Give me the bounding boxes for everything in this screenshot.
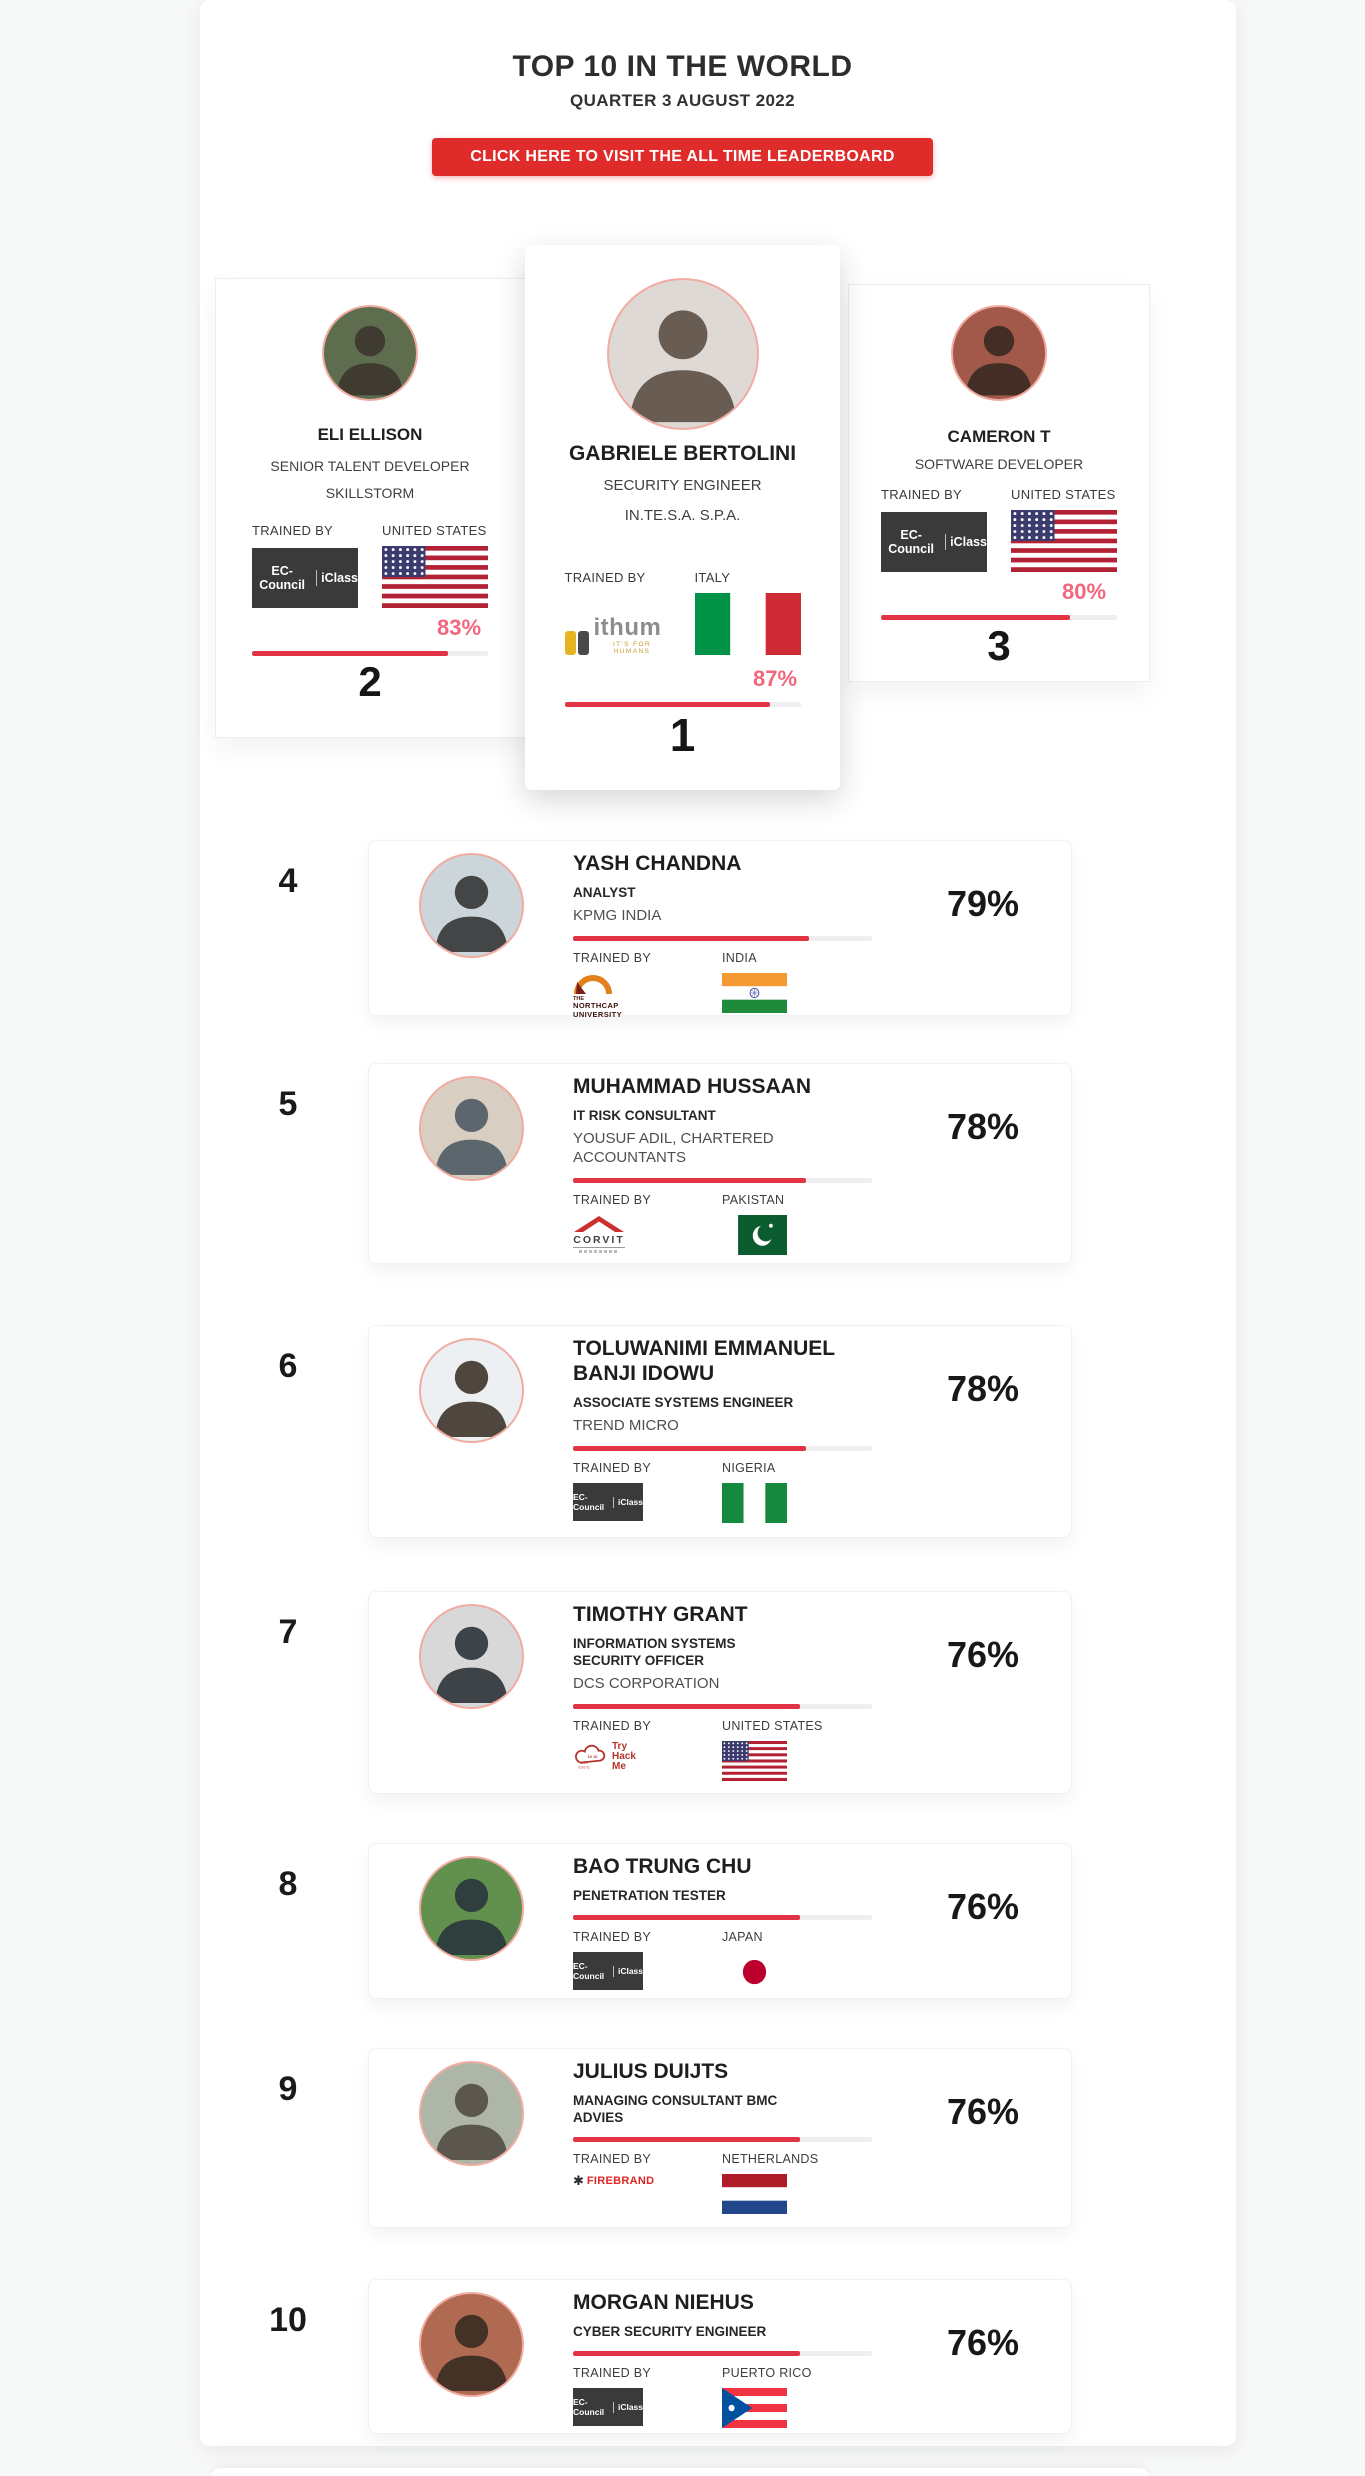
progress-bar: [881, 615, 1117, 620]
podium-card-rank-3[interactable]: [848, 284, 1150, 682]
leaderboard-row[interactable]: [368, 1591, 1072, 1794]
profile-photo: [607, 278, 759, 430]
trained-by-label: TRAINED BY: [573, 1930, 652, 1944]
leaderboard-row[interactable]: [368, 1843, 1072, 1999]
member-title: PENETRATION TESTER: [573, 1888, 726, 1903]
member-name: TIMOTHY GRANT: [573, 1603, 748, 1626]
trained-by-logo: [573, 2174, 654, 2187]
member-name: MORGAN NIEHUS: [573, 2291, 754, 2314]
trained-by-label: TRAINED BY: [252, 523, 334, 538]
country-label: PUERTO RICO: [722, 2366, 812, 2380]
member-company: YOUSUF ADIL, CHARTERED ACCOUNTANTS: [573, 1130, 774, 1166]
progress-bar: [573, 2137, 872, 2142]
rank-number: 9: [278, 2070, 298, 2108]
score-percent: 78%: [946, 1106, 1019, 1147]
country-label: UNITED STATES: [1011, 487, 1116, 502]
cta-wrap: [200, 138, 1165, 176]
all-time-leaderboard-button[interactable]: CLICK HERE TO VISIT THE ALL TIME LEADERBOARD: [432, 138, 932, 176]
country-label: UNITED STATES: [722, 1719, 823, 1733]
country-flag: [722, 2174, 787, 2214]
member-title: INFORMATION SYSTEMS SECURITY OFFICER: [573, 1636, 736, 1668]
country-label: ITALY: [694, 570, 731, 585]
member-name: ELI ELLISON: [317, 425, 423, 444]
score-percent: 87%: [752, 666, 798, 691]
trained-by-label: TRAINED BY: [573, 951, 652, 965]
progress-bar: [573, 1446, 872, 1451]
trained-by-logo: [573, 2388, 643, 2426]
podium-card-rank-1[interactable]: [525, 245, 840, 790]
country-label: JAPAN: [722, 1930, 763, 1944]
ec-council-iclass-logo: EC-Council iClass: [881, 512, 987, 572]
score-percent: 76%: [946, 1634, 1019, 1675]
trained-by-logo: [573, 973, 622, 1019]
score-percent: 76%: [946, 1886, 1019, 1927]
rank-number: 5: [278, 1085, 298, 1123]
profile-photo: [322, 305, 418, 401]
leaderboard-row[interactable]: [368, 2048, 1072, 2228]
country-flag: [382, 546, 488, 608]
profile-photo: [419, 2292, 524, 2397]
trained-by-logo: [573, 1483, 643, 1521]
profile-photo: [419, 1604, 524, 1709]
member-company: SKILLSTORM: [325, 485, 415, 501]
rank-number: 6: [278, 1347, 298, 1385]
page-subtitle: QUARTER 3 AUGUST 2022: [569, 91, 796, 110]
score-percent: 76%: [946, 2091, 1019, 2132]
member-title: SECURITY ENGINEER: [603, 477, 762, 494]
member-name: BAO TRUNG CHU: [573, 1855, 752, 1878]
trained-by-logo: [573, 1215, 625, 1253]
progress-bar: [573, 1704, 872, 1709]
progress-bar: [565, 702, 801, 707]
trained-by-logo: [573, 1952, 643, 1990]
score-percent: 76%: [946, 2322, 1019, 2363]
trained-by-label: TRAINED BY: [573, 2152, 652, 2166]
country-label: INDIA: [722, 951, 757, 965]
trained-by-logo: [573, 1741, 636, 1773]
profile-photo: [419, 853, 524, 958]
score-percent: 79%: [946, 883, 1019, 924]
northcap-university-logo: THE NORTHCAP UNIVERSITY: [573, 973, 622, 1019]
trained-by-label: TRAINED BY: [573, 2366, 652, 2380]
country-flag: [722, 2388, 787, 2428]
firebrand-logo: ✱ FIREBRAND: [573, 2173, 655, 2188]
profile-photo: [419, 1856, 524, 1961]
progress-bar: [573, 936, 872, 941]
country-flag: [695, 593, 801, 655]
profile-photo: [419, 2061, 524, 2166]
leaderboard-row[interactable]: [368, 1325, 1072, 1538]
country-flag: [722, 1215, 787, 1255]
country-label: NIGERIA: [722, 1461, 776, 1475]
country-flag: [722, 973, 787, 1013]
member-name: YASH CHANDNA: [573, 852, 742, 875]
ithum-logo: ithum IT'S FOR HUMANS: [565, 617, 671, 655]
member-company: TREND MICRO: [573, 1417, 679, 1434]
progress-bar: [573, 1178, 872, 1183]
ec-council-iclass-logo: EC-Council iClass: [573, 2388, 643, 2426]
member-company: DCS CORPORATION: [573, 1675, 720, 1692]
ec-council-iclass-logo: EC-Council iClass: [573, 1483, 643, 1521]
country-label: NETHERLANDS: [722, 2152, 819, 2166]
country-label: UNITED STATES: [382, 523, 487, 538]
profile-photo: [951, 305, 1047, 401]
member-title: ANALYST: [573, 885, 636, 900]
progress-bar: [573, 1915, 872, 1920]
rank-number: 4: [278, 862, 298, 900]
svg-text:1110: 1110: [580, 1761, 588, 1766]
member-name: MUHAMMAD HUSSAAN: [573, 1075, 811, 1098]
rank-number: 10: [269, 2301, 307, 2339]
member-title: MANAGING CONSULTANT BMC ADVIES: [573, 2093, 778, 2125]
member-name: GABRIELE BERTOLINI: [568, 442, 797, 465]
ec-council-iclass-logo: EC-Council iClass: [252, 548, 358, 608]
member-title: ASSOCIATE SYSTEMS ENGINEER: [573, 1395, 794, 1410]
rank-number: 3: [987, 622, 1011, 669]
member-title: IT RISK CONSULTANT: [573, 1108, 716, 1123]
ec-council-iclass-logo: EC-Council iClass: [573, 1952, 643, 1990]
member-name: TOLUWANIMI EMMANUEL BANJI IDOWU: [573, 1337, 835, 1385]
page-title: TOP 10 IN THE WORLD: [512, 50, 853, 83]
rank-number: 8: [278, 1865, 298, 1903]
svg-text:10 10: 10 10: [587, 1753, 598, 1759]
progress-bar: [573, 2351, 872, 2356]
member-name: CAMERON T: [947, 427, 1051, 446]
member-name: JULIUS DUIJTS: [573, 2060, 729, 2083]
trained-by-logo: [881, 510, 987, 572]
trained-by-label: TRAINED BY: [573, 1193, 652, 1207]
profile-photo: [419, 1076, 524, 1181]
trained-by-logo: [565, 593, 671, 655]
country-flag: [722, 1483, 787, 1523]
country-flag: [1011, 510, 1117, 572]
trained-by-logo: [252, 546, 358, 608]
podium-card-rank-2[interactable]: [215, 278, 560, 738]
trained-by-label: TRAINED BY: [573, 1461, 652, 1475]
progress-bar: [252, 651, 488, 656]
score-percent: 78%: [946, 1368, 1019, 1409]
member-title: SOFTWARE DEVELOPER: [914, 456, 1084, 472]
country-flag: [722, 1952, 787, 1992]
leaderboard-row[interactable]: [368, 840, 1072, 1019]
rank-number: 7: [278, 1613, 298, 1651]
profile-photo: [419, 1338, 524, 1443]
member-title: CYBER SECURITY ENGINEER: [573, 2324, 767, 2339]
country-flag: [722, 1741, 787, 1781]
next-section-panel: [211, 2468, 1149, 2476]
member-company: KPMG INDIA: [573, 907, 662, 924]
country-label: PAKISTAN: [722, 1193, 785, 1207]
tryhackme-logo: 10 10 1110 0101 01 Try Hack Me: [573, 1741, 636, 1773]
leaderboard-row[interactable]: [368, 1063, 1072, 1264]
score-percent: 80%: [1061, 579, 1107, 604]
trained-by-label: TRAINED BY: [881, 487, 963, 502]
svg-text:0101 01: 0101 01: [578, 1765, 590, 1770]
rank-number: 1: [669, 709, 696, 761]
score-percent: 83%: [436, 615, 482, 640]
trained-by-label: TRAINED BY: [564, 570, 646, 585]
corvit-logo: CORVIT: [573, 1215, 625, 1253]
rank-number: 2: [358, 658, 382, 705]
leaderboard-row[interactable]: [368, 2279, 1072, 2434]
trained-by-label: TRAINED BY: [573, 1719, 652, 1733]
member-title: SENIOR TALENT DEVELOPER: [270, 458, 470, 474]
member-company: IN.TE.S.A. S.P.A.: [624, 507, 741, 524]
